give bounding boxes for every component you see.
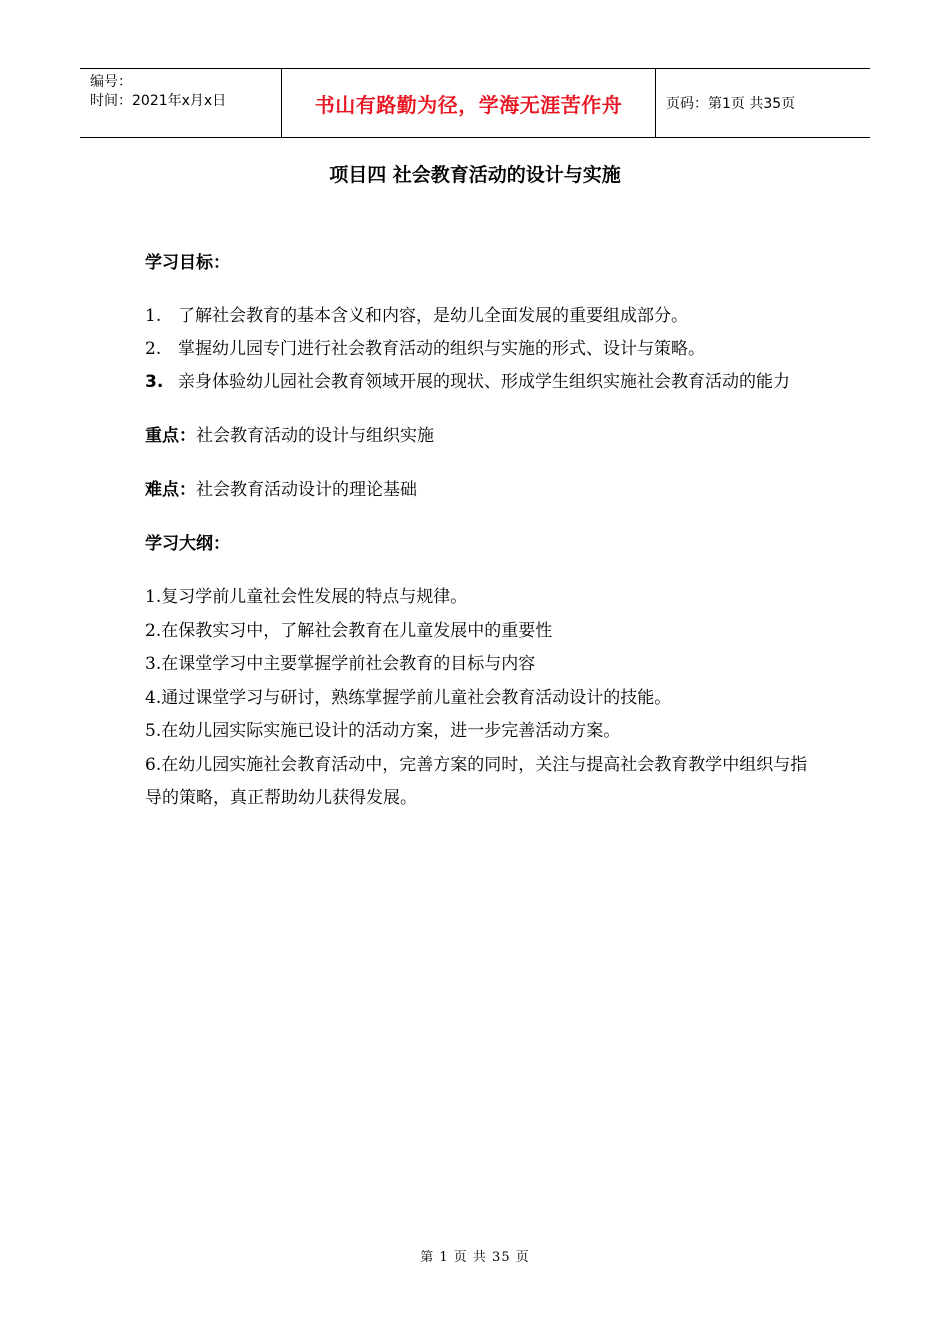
header-motto: 书山有路勤为径，学海无涯苦作舟: [314, 92, 623, 117]
list-item-number: 1.: [145, 306, 162, 326]
list-item-number: 2.: [145, 339, 162, 359]
list-item-text: 亲身体验幼儿园社会教育领域开展的现状、形成学生组织实施社会教育活动的能力: [178, 372, 790, 392]
header-meta-cell: [80, 69, 282, 137]
objectives-heading: 学习目标：: [145, 253, 230, 273]
list-item-text: 了解社会教育的基本含义和内容，是幼儿全面发展的重要组成部分。: [178, 306, 688, 326]
list-item-number: 3.: [145, 372, 164, 392]
header-page-info: 页码：第1页 共35页: [666, 96, 796, 112]
list-item: 2.在保教实习中，了解社会教育在儿童发展中的重要性: [145, 620, 553, 641]
document-date-label: 时间：2021年x月x日: [90, 93, 227, 109]
outline-heading: 学习大纲：: [145, 534, 230, 554]
list-item: 4.通过课堂学习与研讨，熟练掌握学前儿童社会教育活动设计的技能。: [145, 687, 672, 708]
list-item: 3.在课堂学习中主要掌握学前社会教育的目标与内容: [145, 654, 536, 674]
list-item: 1.复习学前儿童社会性发展的特点与规律。: [145, 587, 468, 607]
page-footer: 第 1 页 共 35 页: [420, 1250, 530, 1265]
objectives-list: [145, 300, 815, 399]
list-item: [145, 333, 815, 366]
key-point-label: 重点：: [145, 426, 196, 446]
difficulty-label: 难点：: [145, 480, 196, 500]
outline-list: [145, 581, 815, 816]
key-point: [145, 419, 815, 453]
key-point-text: 社会教育活动的设计与组织实施: [196, 426, 434, 446]
list-item: 6.在幼儿园实施社会教育活动中，完善方案的同时，关注与提高社会教育教学中组织与指导的策略，真正帮助幼儿获得发展。: [145, 754, 808, 808]
header-motto-cell: [282, 69, 656, 137]
header-page-cell: [656, 69, 870, 137]
header-table: [80, 68, 870, 138]
list-item: [145, 300, 815, 333]
document-number-label: 编号：: [90, 74, 132, 90]
list-item-text: 掌握幼儿园专门进行社会教育活动的组织与实施的形式、设计与策略。: [178, 339, 705, 359]
difficulty-point: [145, 473, 815, 507]
difficulty-text: 社会教育活动设计的理论基础: [196, 480, 417, 500]
document-body: [145, 246, 815, 816]
page-title: 项目四 社会教育活动的设计与实施: [329, 164, 621, 186]
list-item: 5.在幼儿园实际实施已设计的活动方案，进一步完善活动方案。: [145, 721, 621, 741]
list-item: [145, 366, 815, 399]
